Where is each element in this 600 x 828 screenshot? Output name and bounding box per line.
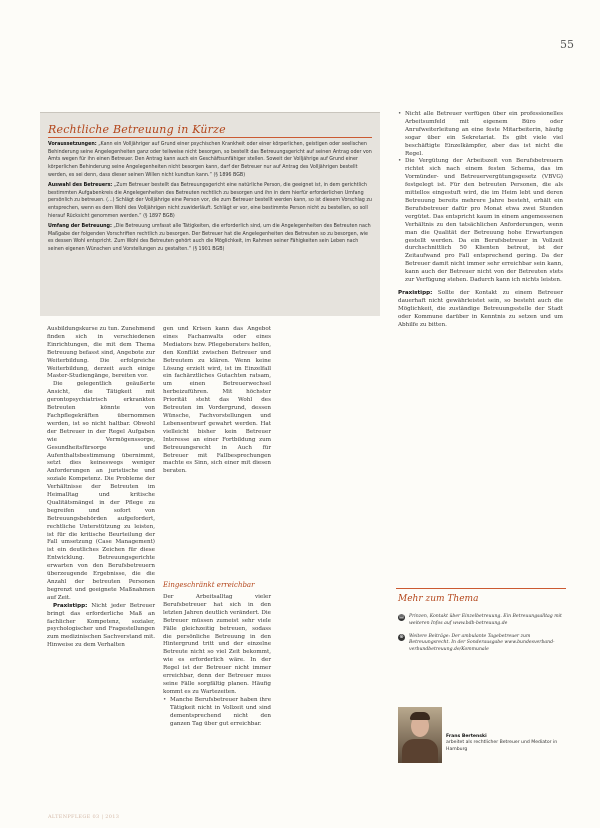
section-subheading: Eingeschränkt erreichbar — [163, 581, 255, 589]
page-footer: ALTENPFLEGE 03 | 2013 — [48, 814, 120, 820]
book-icon: ▤ — [399, 614, 404, 620]
mehr-zum-thema-heading: Mehr zum Thema — [398, 594, 479, 604]
column-3 — [398, 111, 563, 329]
praxistipp-text: Sollte der Kontakt zu einem Betreuer dauerhaft nicht gewährleistet sein, so besteht auch die Möglichkeit, die zuständige Betreuungsstelle der Stadt oder Kommune darüber in Kenntnis zu setzen und um Abhilfe zu bitten. — [398, 289, 563, 328]
column-2-lower — [163, 594, 271, 728]
paragraph-label: Auswahl des Betreuers: — [48, 183, 113, 189]
tip-text: Prinzen, Kontakt über Einzelbetreuung. Ein Betreuungsalltag mit weiteren Infos auf www.bdb-betreuung.de — [409, 614, 562, 626]
body-paragraph: Die gelegentlich geäußerte Ansicht, die Tätigkeit mit gerontopsychiatrisch erkrankten Betreuten könnte von Fachpflegekräften übernommen werden, ist so nicht haltbar. Obwohl der Betreuer in der Regel Aufgaben wie Vermögenssorge, Gesundheitsfürsorge und Aufenthaltsbestimmung übernimmt, setzt dies keineswegs weniger Anforderungen an juristische und soziale Kompetenz. Die Probleme der Verhältnisse der Betreuten im Heimalltag und kritische Qualitätsmängel in der Pflege zu begreifen und sofort von Betreuungsbehörden aufgefordert, rechtliche Unterstützung zu leisten, ist für die kritische Beurteilung der Fall umsetzung (Case Management) ist ein deutliches Zeichen für diese Entwicklung. Betreuungsgerichte erwarten von den Berufsbetreuern überzeugende Ergebnisse, die die Anzahl der betreuten Personen begrenzt und geeignete Maßnahmen auf Zeit. — [47, 381, 155, 601]
author-photo — [398, 707, 442, 763]
paragraph-text: „Zum Betreuer bestellt das Betreuungsgericht eine natürliche Person, die geeignet ist, in dem gerichtlich bestimmten Aufgabenkreis die Angelegenheiten des Betreuten rechtlich zu besorgen und ihn in dem hierfür erforderlichen Umfang persönlich zu betreuen. (...) Schlägt der Volljährige eine Person vor, die zum Betreuer bestellt werden kann, so ist diesem Vorschlag zu entsprechen, wenn es dem Wohl des Volljährigen nicht zuwiderläuft. Schlägt er vor, eine bestimmte Person nicht zu bestellen, so soll hierauf Rücksicht genommen werden.“ (§ 1897 BGB) — [48, 183, 372, 219]
praxistipp-label: Praxistipp: — [398, 289, 433, 296]
column-2 — [163, 326, 271, 476]
page-number: 55 — [560, 38, 574, 51]
paragraph-label: Umfang der Betreuung: — [48, 224, 112, 230]
bullet-item: • Die Vergütung der Arbeitszeit von Berufsbetreuern richtet sich nach einem festen Schema, das im Vormünder- und Betreuervergütungsgesetz (VBVG) festgelegt ist. Für den betreuten Personen, die als mittellos eingestuft wird, die im Heim lebt und deren Betreuung bereits mehrere Jahre besteht, erhält ein Berufsbetreuer dafür pro Monat etwa zwei Stunden vergütet. Das entspricht kaum in einem angemessenen Verhältnis zu den tatsächlichen Anforderungen, wenn man die Qualität der Betreuung hohe Erwartungen gestellt werden. Da ein Berufsbetreuer in Vollzeit durchschnittlich 50 Klienten betreut, ist der Zeitaufwand pro Fall entsprechend gering. Da der Betreuer damit nicht immer sehr erreichbar sein kann, kann auch der Betreuer nicht von der Betreuten stets zur Verfügung stehen. Dadurch kann ich nichts leisten. — [398, 158, 563, 285]
box-title-rule — [48, 137, 372, 138]
paragraph-text: „Kann ein Volljähriger auf Grund einer psychischen Krankheit oder einer körperlichen, geistigen oder seelischen Behinderung seine Angelegenheiten ganz oder teilweise nicht besorgen, so bestellt das Betreuungsgericht auf seinen Antrag oder von Amts wegen für ihn einen Betreuer. Den Antrag kann auch ein Geschäftsunfähiger stellen. Soweit der Volljährige auf Grund einer körperlichen Behinderung seine Angelegenheiten nicht besorgen kann, darf der Betreuer nur auf Antrag des Volljährigen bestellt werden, es sei denn, dass dieser seinen Willen nicht kundtun kann.“ (§ 1896 BGB) — [48, 142, 372, 178]
body-paragraph: gen und Krisen kann das Angebot eines Fachanwalts oder eines Mediators bzw. Pflegeberaters helfen, den Konflikt zwischen Betreuer und Betreutem zu klären. Wenn keine Lösung erzielt wird, ist im Einzelfall ein fachärztliches Gutachten ratsam, um einen Betreuerwechsel herbeizuführen. Mit höchster Priorität steht das Wohl des Betreuten im Vordergrund, dessen Wünsche, Fachvorstellungen und Lebensentwurf gewahrt werden. Hat vielleicht bisher kein Betreuer Interesse an einer Fortbildung zum Betreuungsrecht in Auch für Betreuer mit Fallbesprechungen machte es Sinn, sich einer mit diesen beraten. — [163, 326, 271, 475]
praxistipp-label: Praxistipp: — [53, 602, 88, 609]
bullet-item: • Nicht alle Betreuer verfügen über ein professionelles Arbeitsumfeld mit eigenem Büro oder Anrufweiterleitung an eine feste Mitarbeiterin, häufig sogar über ein Sekretariat. Es gibt viele viel beschäftigte Einzelkämpfer, aber das ist nicht die Regel. — [398, 111, 563, 158]
tips-list — [398, 614, 563, 660]
tip-text: Weitere Beiträge: Der ambulante Tagebetreuer zum Betreuungsrecht. In der Sonderausgabe www.bundesverband-verbundbetreuung.de/Kommunale — [409, 633, 555, 653]
body-paragraph — [398, 290, 563, 330]
tip-item — [398, 634, 563, 654]
box-paragraph — [48, 141, 374, 180]
body-paragraph — [47, 603, 155, 650]
box-body — [48, 141, 374, 256]
globe-icon: ⊕ — [399, 633, 404, 640]
author-info — [446, 734, 566, 753]
body-paragraph: Ausbildungskurse zu tun. Zunehmend finden sich in verschiedenen Einrichtungen, die mit dem Thema Betreuung befasst sind, Angebote zur Weiterbildung. Die erfolgreiche Weiterbildung, derzeit auch einige Master-Studiengänge, bereiten vor. — [47, 326, 155, 380]
tip-item — [398, 614, 563, 628]
box-paragraph — [48, 182, 374, 221]
box-title: Rechtliche Betreuung in Kürze — [48, 123, 226, 136]
box-paragraph — [48, 223, 374, 254]
bullet-item: • Manche Berufsbetreuer haben ihre Tätigkeit nicht in Vollzeit und sind dementsprechend nicht den ganzen Tag über gut erreichbar. — [163, 697, 271, 729]
paragraph-text: „Die Betreuung umfasst alle Tätigkeiten, die erforderlich sind, um die Angelegenheiten des Betreuten nach Maßgabe der folgenden Vorschriften rechtlich zu besorgen. Der Betreuer hat die Angelegenheiten des Betreuten so zu besorgen, wie es dessen Wohl entspricht. Zum Wohl des Betreuten gehört auch die Möglichkeit, im Rahmen seiner Fähigkeiten sein Leben nach seinen eigenen Wünschen und Vorstellungen zu gestalten.“ (§ 1901 BGB) — [48, 224, 371, 253]
author-role: arbeitet als rechtlicher Betreuer und Mediator in Hamburg — [446, 740, 558, 752]
sidebar-rule — [396, 588, 566, 589]
body-paragraph: Der Arbeitsalltag vieler Berufsbetreuer hat sich in den letzten Jahren deutlich verändert. Die Betreuer müssen zumeist sehr viele Fälle gleichzeitig betreuen, sodass die persönliche Betreuung in den Hintergrund tritt und der einzelne Betreute nicht so viel Zeit bekommt, wie es erforderlich wäre. In der Regel ist der Betreuer nicht immer erreichbar, denn der Betreuer muss seine Fälle sorgfältig planen. Häufig kommt es zu Wartezeiten. — [163, 594, 271, 695]
column-1 — [47, 326, 155, 650]
author-name: Frans Bertenski — [446, 734, 487, 739]
praxistipp-text: Nicht jeder Betreuer bringt das erforderliche Maß an fachlicher Kompetenz, sozialer, psychologischer und Fragestellungen zum medizinischen Sachverstand mit. Hinweise zu dem Verhalten — [47, 602, 155, 649]
paragraph-label: Voraussetzungen: — [48, 142, 97, 147]
